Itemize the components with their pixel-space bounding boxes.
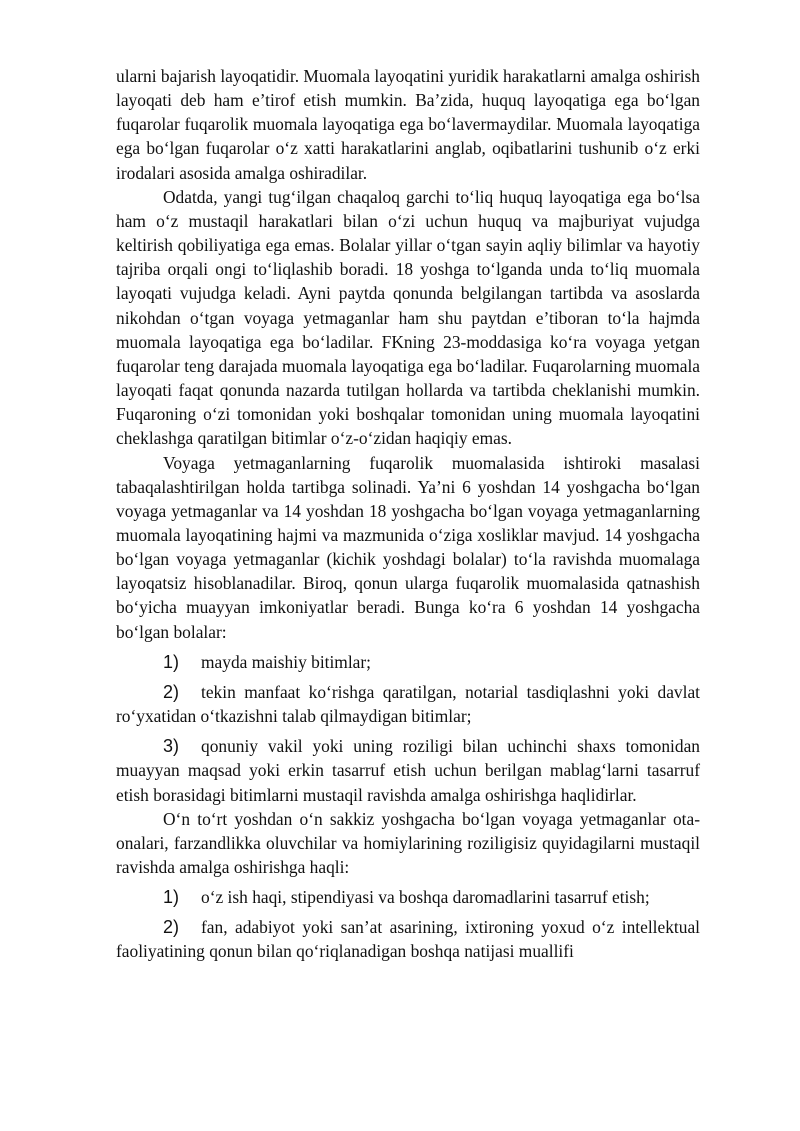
- paragraph-full-capacity: Odatda, yangi tug‘ilgan chaqaloq garchi to‘liq huquq layoqatiga ega bo‘lsa ham o‘z mustaqil harakatlari bilan o‘zi uchun huquq va majburiyat vujudga keltirish qobiliyatiga ega emas. Bolalar yillar o‘tgan sayin aqliy bilimlar va hayotiy tajriba orqali ongi to‘liqlashib boradi. 18 yoshga to‘lganda unda to‘liq muomala layoqati vujudga keladi. Ayni paytda qonunda belgilangan tartibda va asoslarda nikohdan o‘tgan voyaga yetmaganlar ham shu paytdan e’tiboran to‘la hajmda muomala layoqatiga ega bo‘ladilar. FKning 23-moddasiga ko‘ra voyaga yetgan fuqarolar teng darajada muomala layoqatiga ega bo‘ladilar. Fuqarolarning muomala layoqati faqat qonunda nazarda tutilgan hollarda va tartibda cheklanishi mumkin. Fuqaroning o‘zi tomonidan yoki boshqalar tomonidan uning muomala layoqatini cheklashga qaratilgan bitimlar o‘z-o‘zidan haqiqiy emas.: [116, 186, 700, 449]
- list-item: [116, 680, 700, 728]
- list-item: [116, 734, 700, 806]
- list-item: [116, 915, 700, 963]
- document-page: [116, 64, 700, 964]
- paragraph-older-minors: O‘n to‘rt yoshdan o‘n sakkiz yoshgacha bo‘lgan voyaga yetmaganlar ota-onalari, farzandlikka oluvchilar va homiylarining roziligisiz quyidagilarni mustaqil ravishda amalga oshirishga haqli:: [116, 808, 700, 877]
- paragraph-minors: Voyaga yetmaganlarning fuqarolik muomalasida ishtiroki masalasi tabaqalashtirilgan holda tartibga solinadi. Ya’ni 6 yoshdan 14 yoshgacha bo‘lgan voyaga yetmaganlar va 14 yoshdan 18 yoshgacha bo‘lgan voyaga yetmaganlarning muomala layoqatining hajmi va mazmunida o‘ziga xosliklar mavjud. 14 yoshgacha bo‘lgan voyaga yetmaganlar (kichik yoshdagi bolalar) to‘la ravishda muomalaga layoqatsiz hisoblanadilar. Biroq, qonun ularga fuqarolik muomalasida qatnashish bo‘yicha muayyan imkoniyatlar beradi. Bunga ko‘ra 6 yoshdan 14 yoshgacha bo‘lgan bolalar:: [116, 452, 700, 642]
- list-item: [116, 885, 700, 909]
- list-item-text: tekin manfaat ko‘rishga qaratilgan, notarial tasdiqlashni yoki davlat ro‘yxatidan o‘tkazishni talab qilmaydigan bitimlar;: [116, 681, 700, 727]
- list-number: 1): [163, 651, 180, 672]
- paragraph-continuation: ularni bajarish layoqatidir. Muomala layoqatini yuridik harakatlarni amalga oshirish layoqati deb ham e’tirof etish mumkin. Ba’zida, huquq layoqatiga ega bo‘lgan fuqarolar fuqarolik muomala layoqatiga ega bo‘lavermaydilar. Muomala layoqatiga ega bo‘lgan fuqarolar o‘z xatti harakatlarini anglab, oqibatlarini tushunib o‘z erki irodalari asosida amalga oshiradilar.: [116, 66, 700, 183]
- list-number: 2): [163, 917, 180, 938]
- list-item: [116, 650, 700, 674]
- list-item-text: fan, adabiyot yoki san’at asarining, ixtironing yoxud o‘z intellektual faoliyatining qonun bilan qo‘riqlanadigan boshqa natijasi muallifi: [116, 917, 700, 962]
- list-item-text: mayda maishiy bitimlar;: [201, 651, 372, 672]
- list-number: 1): [163, 887, 180, 908]
- list-item-text: qonuniy vakil yoki uning roziligi bilan uchinchi shaxs tomonidan muayyan maqsad yoki erkin tasarruf etish uchun berilgan mablag‘larni tasarruf etish borasidagi bitimlarni mustaqil ravishda amalga oshirishga haqlidirlar.: [116, 736, 700, 805]
- list-item-text: o‘z ish haqi, stipendiyasi va boshqa daromadlarini tasarruf etish;: [201, 887, 650, 908]
- list-number: 2): [163, 681, 180, 702]
- list-number: 3): [163, 736, 180, 757]
